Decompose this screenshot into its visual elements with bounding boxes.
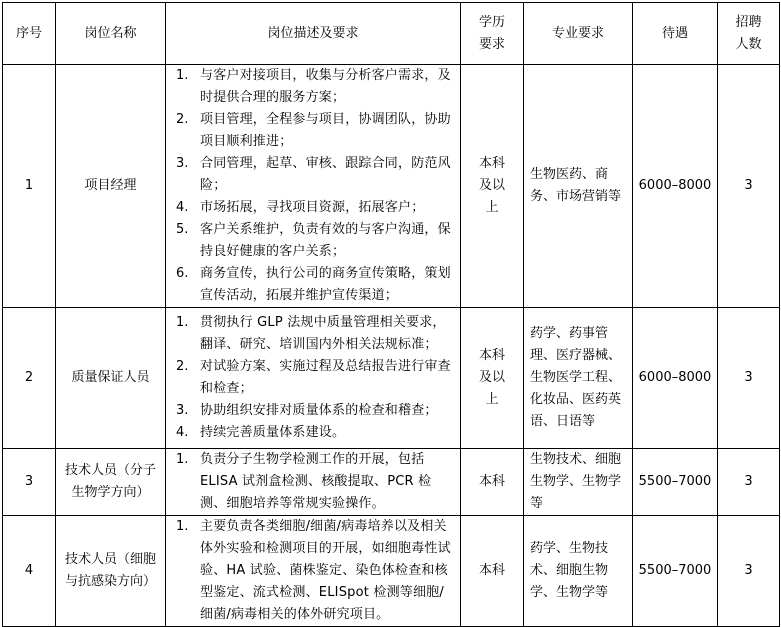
cell-position: 技术人员（分子生物学方向） (56, 449, 166, 516)
duties-list (166, 312, 460, 444)
cell-pay: 5500–7000 (633, 516, 718, 627)
cell-major: 生物医药、商务、市场营销等 (524, 65, 633, 308)
cell-education: 本科及以上 (461, 308, 524, 449)
table-row (3, 308, 780, 449)
cell-education: 本科 (461, 449, 524, 516)
cell-duties (166, 308, 461, 449)
cell-pay: 5500–7000 (633, 449, 718, 516)
cell-education: 本科及以上 (461, 65, 524, 308)
duty-item: 6. 商务宣传，执行公司的商务宣传策略，策划宣传活动，拓展并维护宣传渠道； (176, 266, 451, 303)
duty-item: 1. 与客户对接项目，收集与分析客户需求，及时提供合理的服务方案； (176, 68, 451, 105)
header-education: 学历要求 (461, 3, 524, 65)
cell-index: 3 (3, 449, 56, 516)
cell-headcount: 3 (718, 65, 780, 308)
table-row (3, 65, 780, 308)
duty-item: 2. 对试验方案、实施过程及总结报告进行审查和检查； (176, 359, 451, 396)
duty-item: 4. 市场拓展，寻找项目资源，拓展客户； (176, 200, 425, 215)
cell-position: 质量保证人员 (56, 308, 166, 449)
cell-position: 项目经理 (56, 65, 166, 308)
duty-item: 4. 持续完善质量体系建设。 (176, 425, 346, 440)
cell-duties (166, 516, 461, 627)
cell-major: 药学、生物技术、细胞生物学、生物学等 (524, 516, 633, 627)
cell-index: 1 (3, 65, 56, 308)
cell-index: 2 (3, 308, 56, 449)
header-pay: 待遇 (633, 3, 718, 65)
header-position: 岗位名称 (56, 3, 166, 65)
header-major: 专业要求 (524, 3, 633, 65)
cell-index: 4 (3, 516, 56, 627)
job-table (2, 2, 780, 627)
cell-major: 药学、药事管理、医疗器械、生物医学工程、化妆品、医药英语、日语等 (524, 308, 633, 449)
duty-item: 1. 负责分子生物学检测工作的开展，包括 ELISA 试剂盒检测、核酸提取、PCR 检测、细胞培养等常规实验操作。 (176, 452, 432, 511)
table-row (3, 516, 780, 627)
duty-item: 3. 合同管理，起草、审核、跟踪合同，防范风险； (176, 156, 451, 193)
header-index: 序号 (3, 3, 56, 65)
header-duties: 岗位描述及要求 (166, 3, 461, 65)
header-row (3, 3, 780, 65)
duties-list (166, 516, 460, 626)
header-headcount: 招聘人数 (718, 3, 780, 65)
cell-duties (166, 65, 461, 308)
duty-item: 1. 贯彻执行 GLP 法规中质量管理相关要求，翻译、研究、培训国内外相关法规标准； (176, 315, 446, 352)
duty-item: 5. 客户关系维护，负责有效的与客户沟通，保持良好健康的客户关系； (176, 222, 451, 259)
cell-pay: 6000–8000 (633, 65, 718, 308)
cell-headcount: 3 (718, 308, 780, 449)
duties-list (166, 449, 460, 515)
cell-education: 本科 (461, 516, 524, 627)
duty-item: 1. 主要负责各类细胞/细菌/病毒培养以及相关体外实验和检测项目的开展，如细胞毒性试验、HA 试验、菌株鉴定、染色体检查和核型鉴定、流式检测、ELISpot 检测等细胞/细菌/病毒相关的体外研究项目。 (176, 519, 451, 622)
duty-item: 3. 协助组织安排对质量体系的检查和稽查； (176, 403, 438, 418)
duty-item: 2. 项目管理，全程参与项目，协调团队，协助项目顺利推进； (176, 112, 451, 149)
table-row (3, 449, 780, 516)
cell-position: 技术人员（细胞与抗感染方向） (56, 516, 166, 627)
cell-major: 生物技术、细胞生物学、生物学等 (524, 449, 633, 516)
cell-headcount: 3 (718, 449, 780, 516)
duties-list (166, 65, 460, 307)
cell-pay: 6000–8000 (633, 308, 718, 449)
cell-headcount: 3 (718, 516, 780, 627)
cell-duties (166, 449, 461, 516)
